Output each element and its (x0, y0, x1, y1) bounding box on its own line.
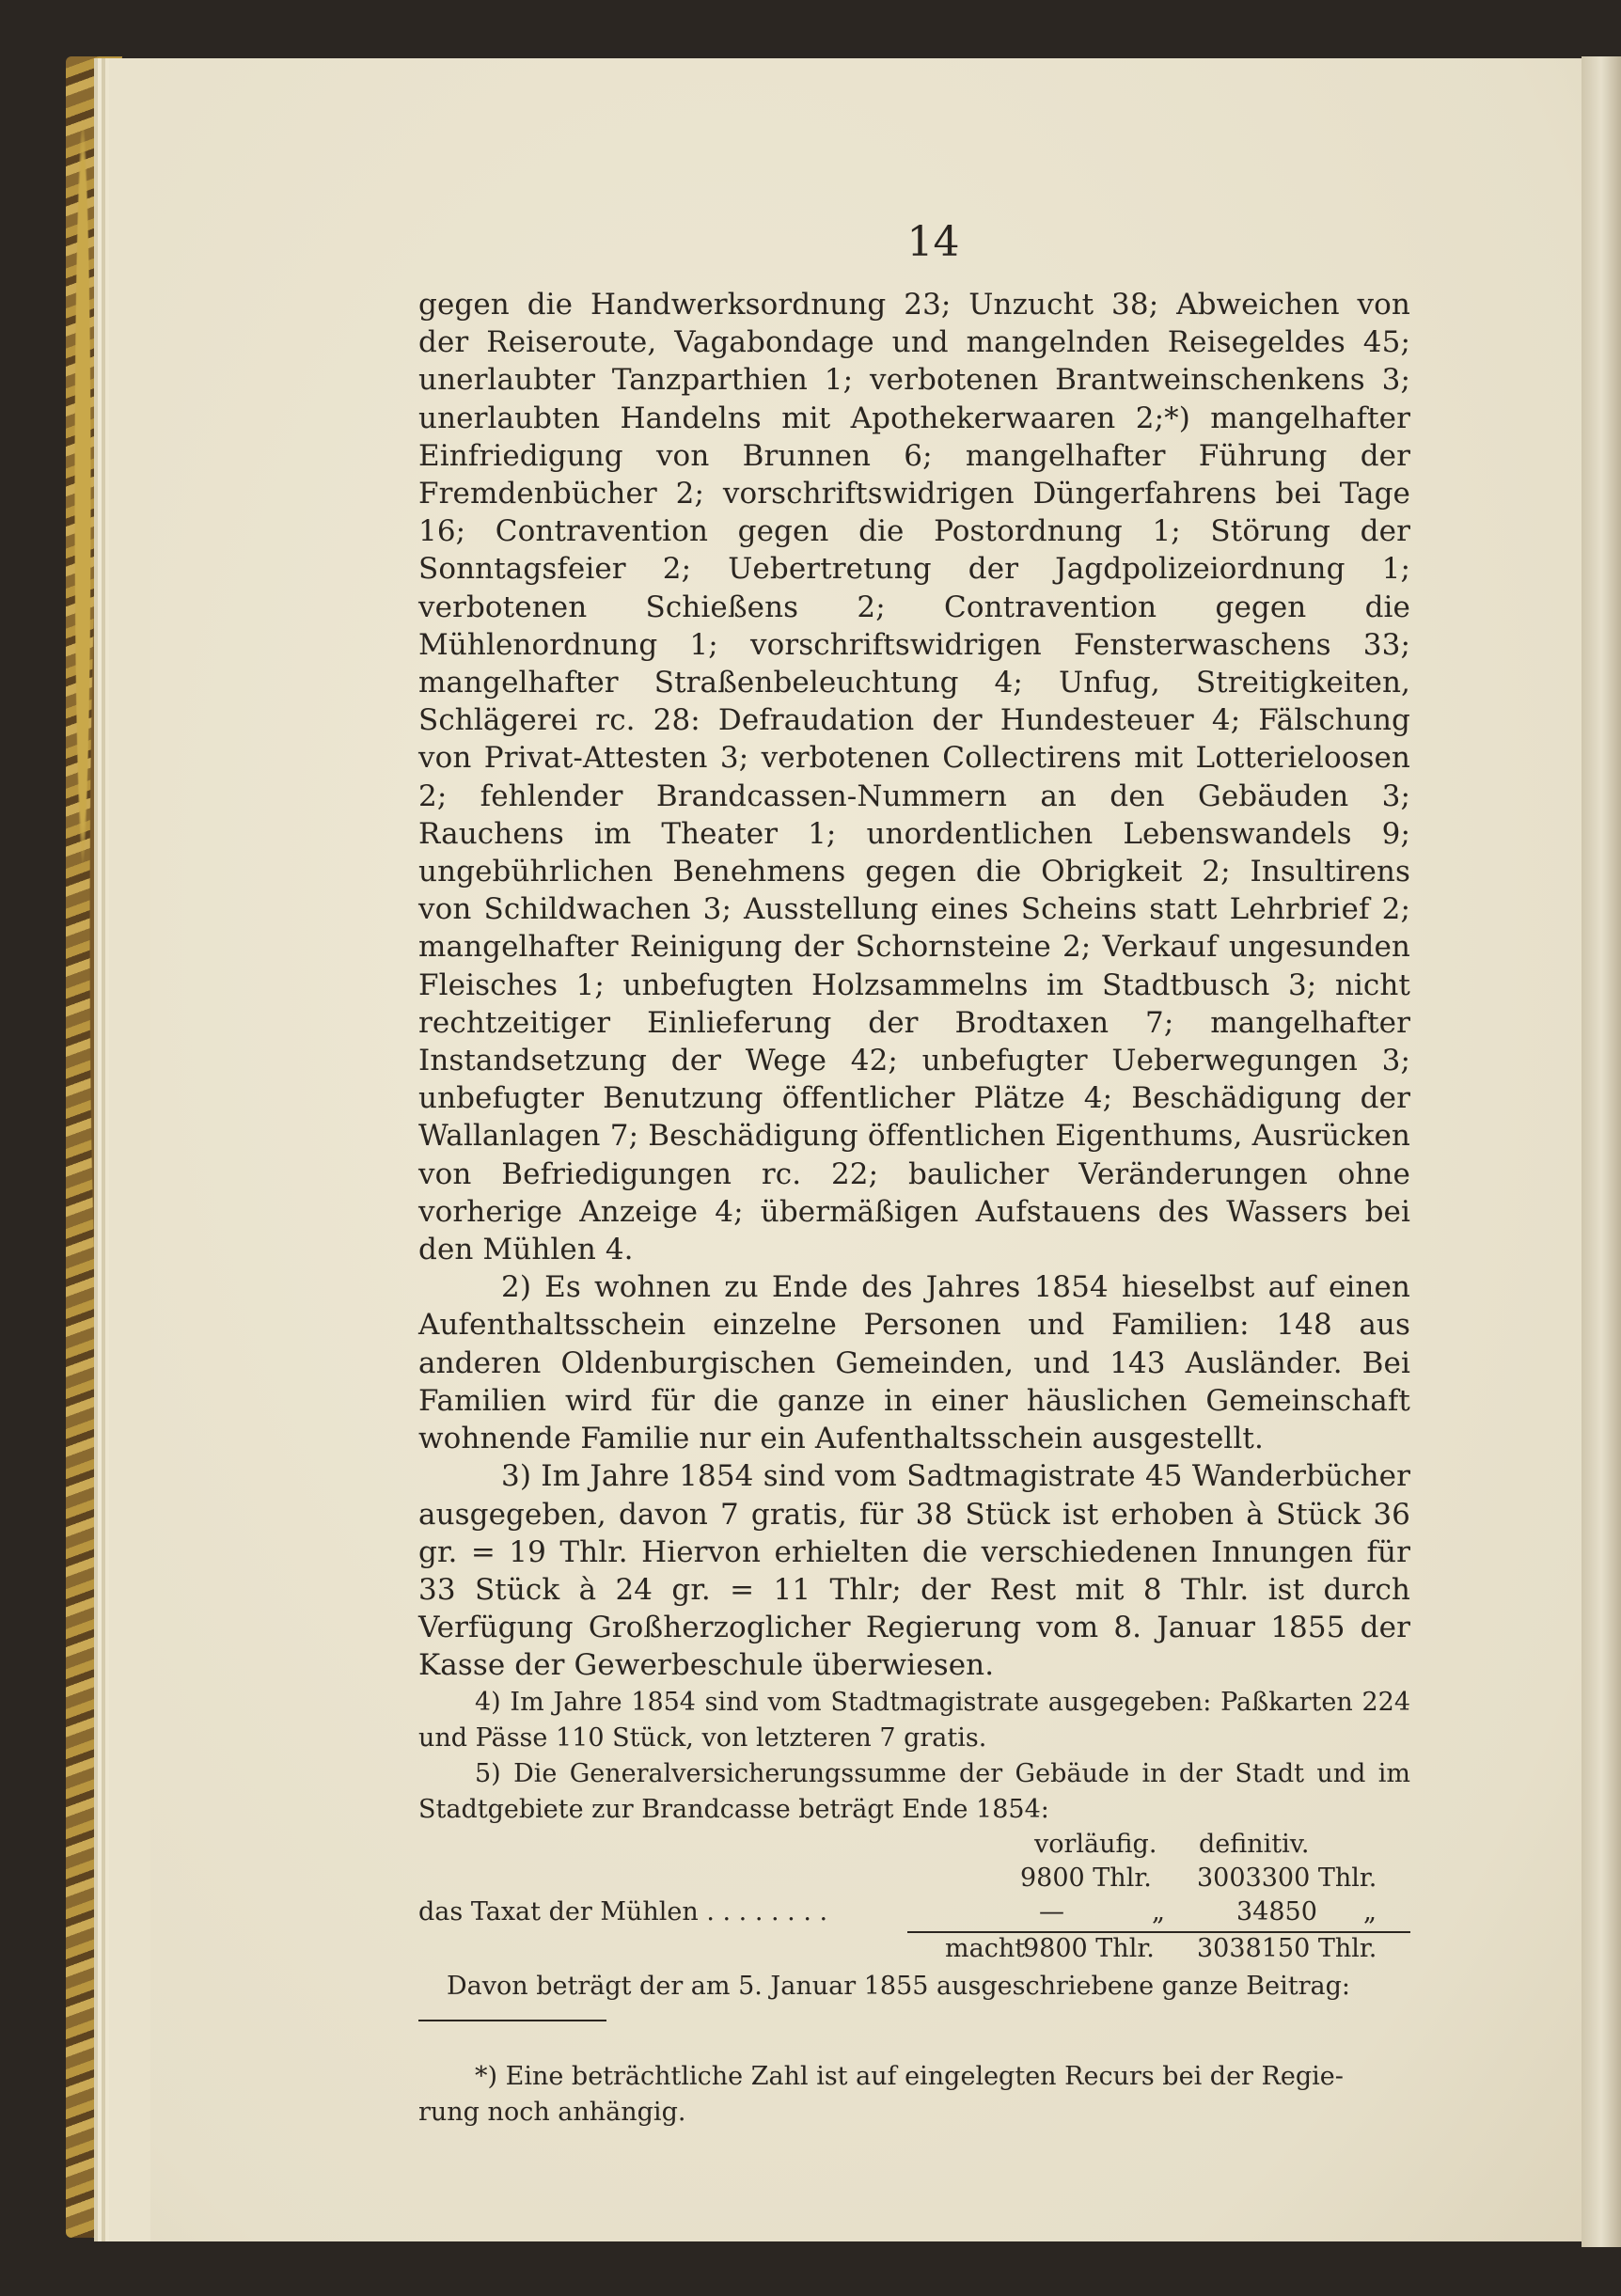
row2-ditto-2: „ (1363, 1896, 1377, 1926)
paragraph-1: gegen die Handwerksordnung 23; Unzucht 38; Abweichen von der Reiseroute, Vagabondage und mangelnden Reisegeldes 45; unerlaubter Tanzparthien 1; verbotenen Brantweinschenkens 3; unerlaubten Handelns mit Apothekerwaaren 2;*) mangelhafter Einfriedigung von Brunnen 6; mangelhafter Führung der Fremdenbücher 2; vorschriftswidrigen Düngerfahrens bei Tage 16; Contravention gegen die Postordnung 1; Störung der Sonntagsfeier 2; Uebertretung der Jagdpolizeiordnung 1; verbotenen Schießens 2; Contravention gegen die Mühlenordnung 1; vorschriftswidrigen Fensterwaschens 33; mangelhafter Straßenbeleuchtung 4; Unfug, Streitigkeiten, Schlägerei rc. 28: Defraudation der Hundesteuer 4; Fälschung von Privat-Attesten 3; verbotenen Collectirens mit Lotterieloosen 2; fehlender Brandcassen-Nummern an den Gebäuden 3; Rauchens im Theater 1; unordentlichen Lebenswandels 9; ungebührlichen Benehmens gegen die Obrigkeit 2; Insultirens von Schildwachen 3; Ausstellung eines Scheins statt Lehrbrief 2; mangelhafter Reinigung der Schornsteine 2; Verkauf ungesunden Fleisches 1; unbefugten Holzsammelns im Stadtbusch 3; nicht rechtzeitiger Einlieferung der Brodtaxen 7; mangelhafter Instandsetzung der Wege 42; unbefugter Ueberwegungen 3; unbefugter Benutzung öffentlicher Plätze 4; Beschädigung der Wallanlagen 7; Beschädigung öffentlichen Eigenthums, Ausrücken von Befriedigungen rc. 22; baulicher Veränderungen ohne vorherige Anzeige 4; übermäßigen Aufstauens des Wassers bei den Mühlen 4. (418, 288, 1410, 1267)
page-content (418, 214, 1410, 2131)
footnote-line-2: rung noch anhängig. (418, 2097, 686, 2127)
sum-definitiv: 3038150 Thlr. (1197, 1933, 1377, 1963)
small-text (418, 1685, 1410, 1828)
page-number: 14 (906, 218, 960, 266)
row1-vorlaeufig: 9800 Thlr. (1020, 1863, 1152, 1893)
paragraph-5: 5) Die Generalversicherungssumme der Gebäude in der Stadt und im Stadtgebiete zur Brandcasse beträgt Ende 1854: (418, 1758, 1410, 1824)
footnote-line-1: *) Eine beträchtliche Zahl ist auf eingelegten Recurs bei der Regie- (475, 2061, 1344, 2091)
paragraph-2: 2) Es wohnen zu Ende des Jahres 1854 hieselbst auf einen Aufenthaltsschein einzelne Personen und Familien: 148 aus anderen Oldenburgischen Gemeinden, und 143 Ausländer. Bei Familien wird für die ganze in einer häuslichen Gemeinschaft wohnende Familie nur ein Aufenthaltsschein ausgestellt. (418, 1270, 1410, 1456)
insurance-table (418, 1828, 1410, 1969)
sum-vorlaeufig: 9800 Thlr. (1023, 1933, 1155, 1963)
row1-definitiv: 3003300 Thlr. (1197, 1863, 1377, 1893)
contribution-line: Davon beträgt der am 5. Januar 1855 ausgeschriebene ganze Beitrag: (447, 1971, 1350, 2001)
paragraph-4: 4) Im Jahre 1854 sind vom Stadtmagistrate ausgegeben: Paßkarten 224 und Pässe 110 Stück, von letzteren 7 gratis. (418, 1687, 1410, 1753)
col-header-vorlaeufig: vorläufig. (1034, 1829, 1157, 1859)
facing-page-edge (1582, 56, 1621, 2247)
main-text (418, 286, 1410, 1685)
paragraph-3: 3) Im Jahre 1854 sind vom Sadtmagistrate 45 Wanderbücher ausgegeben, davon 7 gratis, für 38 Stück ist erhoben à Stück 36 gr. = 19 Thlr. Hiervon erhielten die verschiedenen Innungen für 33 Stück à 24 gr. = 11 Thlr; der Rest mit 8 Thlr. ist durch Verfügung Großherzoglicher Regierung vom 8. Januar 1855 der Kasse der Gewerbeschule überwiesen. (418, 1459, 1410, 1683)
col-header-definitiv: definitiv. (1199, 1829, 1310, 1859)
footnote-rule (418, 2020, 606, 2021)
row2-vorlaeufig: — (1039, 1896, 1064, 1926)
row2-ditto: „ (1152, 1896, 1165, 1926)
row2-definitiv: 34850 (1236, 1896, 1317, 1926)
footnote (418, 2059, 1410, 2131)
sum-label: macht (945, 1933, 1026, 1963)
sum-rule (907, 1931, 1410, 1933)
row2-label: das Taxat der Mühlen . . . . . . . . (418, 1896, 828, 1926)
